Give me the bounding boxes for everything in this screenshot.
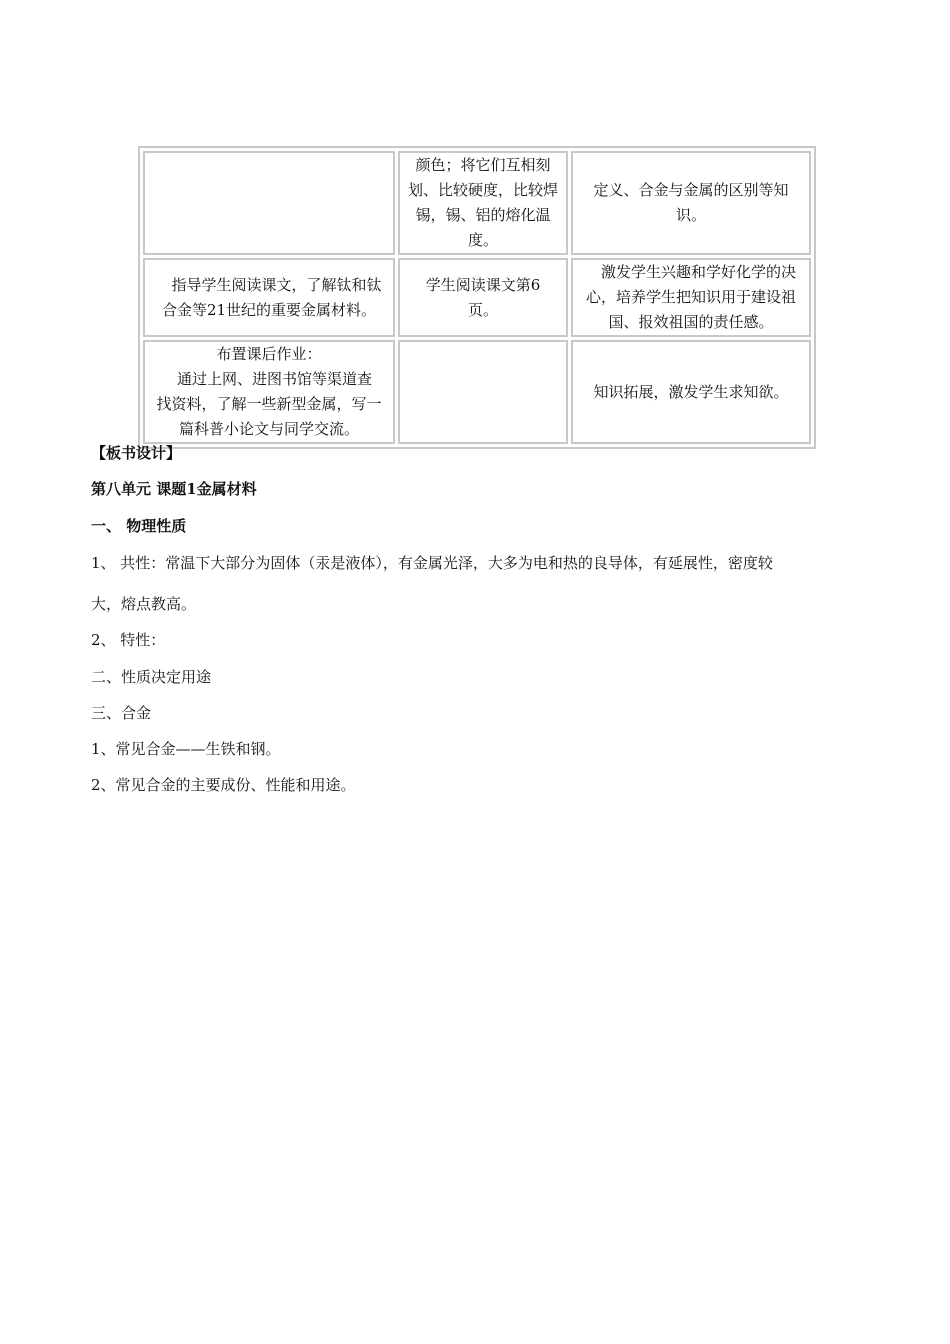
section-heading-uses: 二、性质决定用途 [91,668,212,686]
common-properties-line2: 大，熔点教高。 [91,595,197,613]
cell-text: 心，培养学生把知识用于建设祖 [585,288,796,306]
alloy-item-1: 1、常见合金——生铁和钢。 [91,740,281,758]
cell-text: 锡，锡、铝的熔化温 [415,206,551,224]
cell-text: 国、报效祖国的责任感。 [608,313,774,331]
cell-text: 度。 [467,231,498,249]
section-heading-physical-properties: 一、 物理性质 [91,517,187,535]
cell-text: 激发学生兴趣和学好化学的决 [600,263,796,281]
cell-text: 通过上网、进图书馆等渠道查 [177,370,373,388]
unit-title: 第八单元 课题1金属材料 [91,480,257,498]
teacher-activity-cell [143,258,395,337]
cell-text: 页。 [467,300,498,319]
purpose-cell [571,340,811,444]
table-row [143,151,811,255]
teacher-activity-cell [143,340,395,444]
cell-text: 划、比较硬度，比较焊 [407,181,558,199]
student-activity-cell [398,258,568,337]
lesson-table [138,146,816,449]
student-activity-cell [398,340,568,444]
cell-text: 学生阅读课文第6 [425,275,541,294]
alloy-item-2: 2、常见合金的主要成份、性能和用途。 [91,776,356,794]
board-design-heading: 【板书设计】 [91,444,182,462]
teacher-activity-cell [143,151,395,255]
cell-text: 识。 [675,206,706,224]
cell-text: 找资料，了解一些新型金属，写一 [156,395,382,413]
cell-text: 知识拓展，激发学生求知欲。 [593,382,789,401]
purpose-cell [571,151,811,255]
special-properties: 2、 特性： [91,631,166,649]
student-activity-cell [398,151,568,255]
table-row [143,258,811,337]
cell-text: 布置课后作业： [216,345,322,363]
purpose-cell [571,258,811,337]
common-properties-line1: 1、 共性：常温下大部分为固体（汞是液体），有金属光泽，大多为电和热的良导体，有延展性，密度较 [91,554,773,572]
cell-text: 合金等21世纪的重要金属材料。 [161,300,377,319]
cell-text: 颜色；将它们互相刻 [415,156,551,174]
cell-text: 篇科普小论文与同学交流。 [178,420,359,438]
cell-text: 指导学生阅读课文，了解钛和钛 [171,275,382,294]
cell-text: 定义、合金与金属的区别等知 [593,181,789,199]
table-row [143,340,811,444]
section-heading-alloys: 三、合金 [91,704,152,722]
